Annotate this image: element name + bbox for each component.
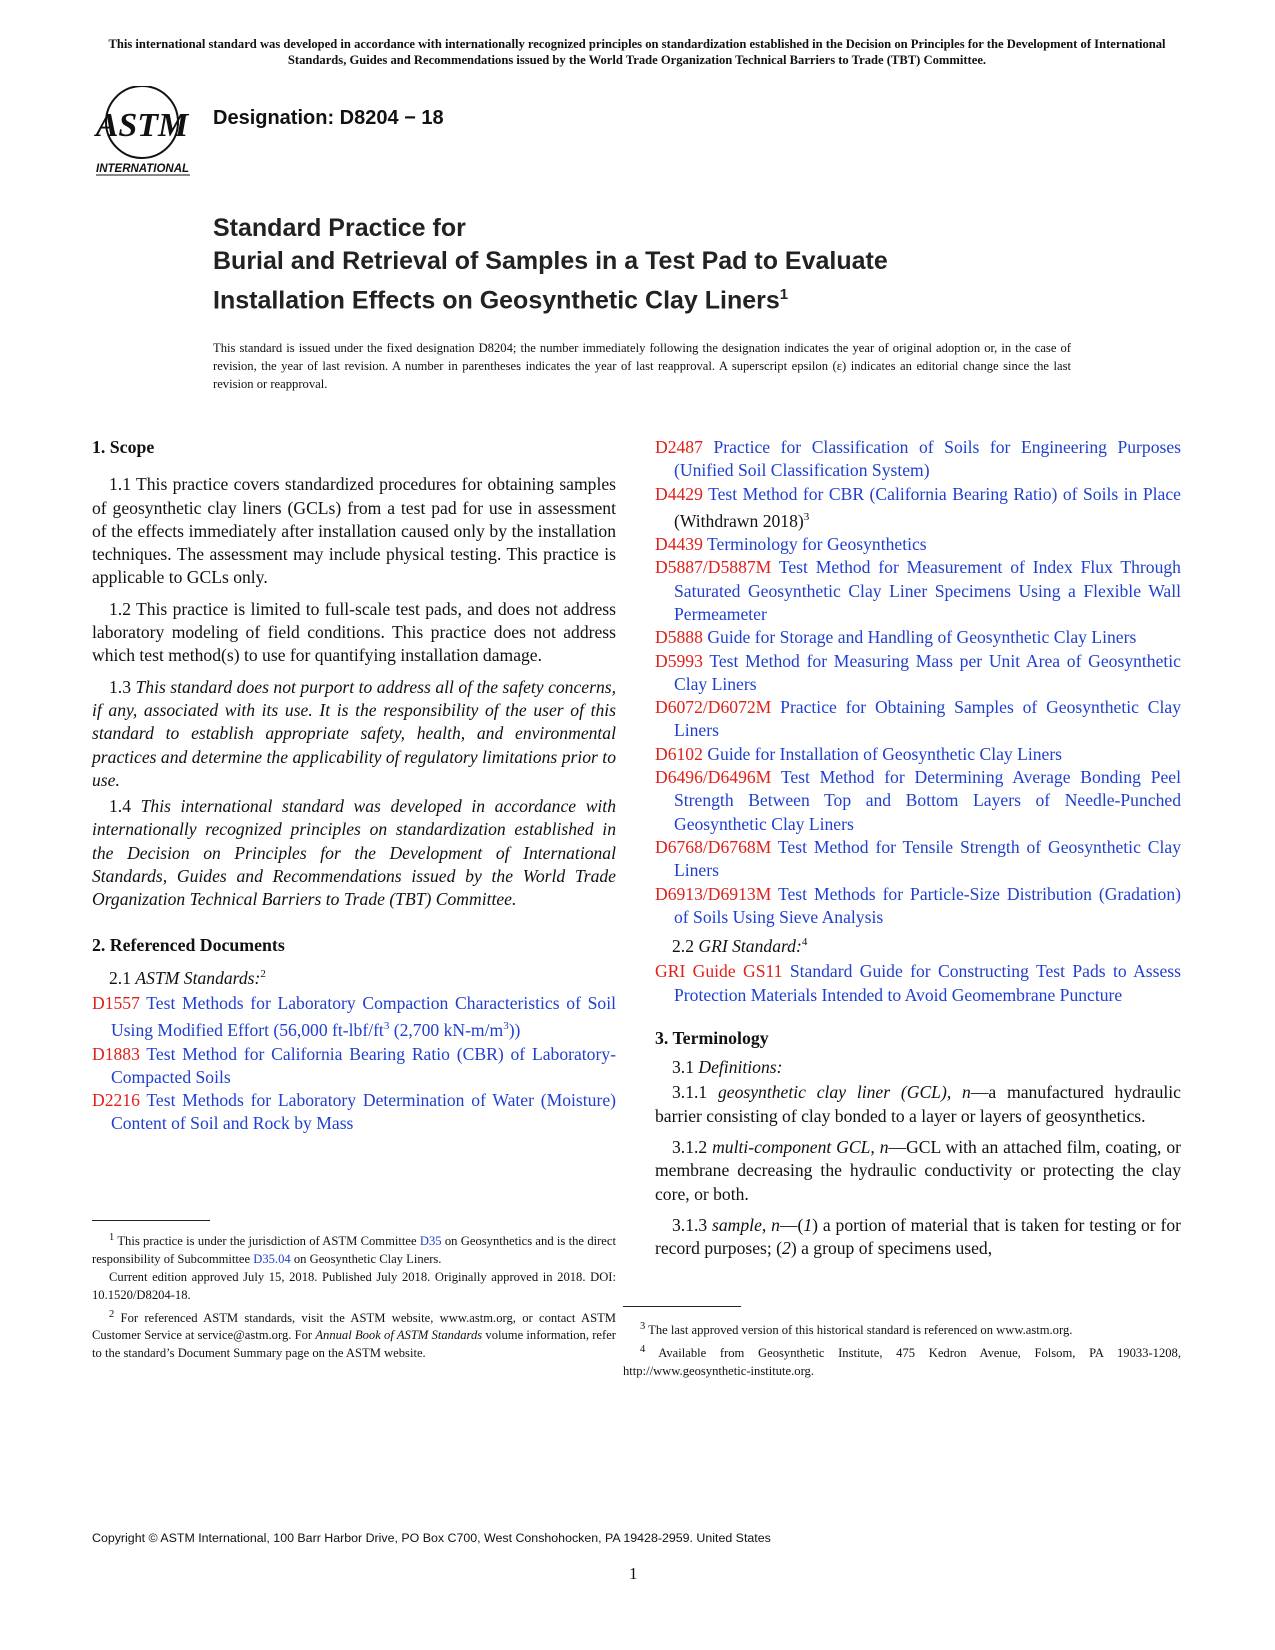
left-column [92, 436, 616, 1136]
designation: Designation: D8204 − 18 [213, 107, 444, 129]
logo-caption: INTERNATIONAL [96, 163, 190, 175]
issued-note: This standard is issued under the fixed designation D8204; the number immediately following the designation indicates the year of original adoption or, in the case of revision, the year of last revision. A number in parentheses indicates the year of last reapproval. A superscript epsilon (ε) indicates an editorial change since the last revision or reapproval. [213, 341, 1071, 391]
ref-d6496[interactable]: D6496/D6496M Test Method for Determining Average Bonding Peel Strength Between Top and Bottom Layers of Needle-Punched Geosynthetic Clay Liners [655, 767, 1181, 834]
title-line-2: Burial and Retrieval of Samples in a Test Pad to Evaluate [213, 247, 888, 275]
page-number: 1 [629, 1564, 638, 1583]
ref-d6102[interactable]: D6102 Guide for Installation of Geosynthetic Clay Liners [655, 743, 1063, 764]
title-line-1: Standard Practice for [213, 214, 466, 242]
section-heading-referenced-documents: 2. Referenced Documents [92, 934, 285, 955]
right-column [655, 436, 1181, 1269]
ref-d4439[interactable]: D4439 Terminology for Geosynthetics [655, 534, 927, 555]
title-line-3: Installation Effects on Geosynthetic Clay Liners$^1$ [213, 286, 789, 315]
document-title [213, 212, 888, 317]
refdocs-2-1: 2.1 ASTM Standards:$^2$ [109, 967, 266, 988]
link-d35-04[interactable]: D35.04 [253, 1251, 291, 1266]
footnotes-left [92, 1229, 616, 1364]
term-3-1-3: 3.1.3 sample, n—(1) a portion of material that is taken for testing or for record purposes; (2) a group of specimens used, [655, 1214, 1182, 1259]
ref-d6768[interactable]: D6768/D6768M Test Method for Tensile Strength of Geosynthetic Clay Liners [655, 836, 1181, 881]
ref-d5993[interactable]: D5993 Test Method for Measuring Mass per Unit Area of Geosynthetic Clay Liners [655, 650, 1181, 694]
ref-d5887[interactable]: D5887/D5887M Test Method for Measurement of Index Flux Through Saturated Geosynthetic Clay Liner Specimens Using a Flexible Wall Permeameter [655, 557, 1181, 624]
footnote-2: $^2$ For referenced ASTM standards, visit the ASTM website, www.astm.org, or contact ASTM Customer Service at service@astm.org. For Annual Book of ASTM Standards volume information, refer to the standard’s Document Summary page on the ASTM website. [92, 1308, 616, 1360]
ref-d2216[interactable]: D2216 Test Methods for Laboratory Determination of Water (Moisture) Content of Soil and Rock by Mass [92, 1090, 616, 1134]
section-heading-scope: 1. Scope [92, 437, 155, 457]
term-3-1: 3.1 Definitions: [672, 1057, 783, 1078]
term-3-1-2: 3.1.2 multi-component GCL, n—GCL with an attached film, coating, or membrane decreasing the hydraulic conductivity or protecting the clay core, or both. [655, 1137, 1181, 1204]
ref-gri-gs11[interactable]: GRI Guide GS11 Standard Guide for Constructing Test Pads to Assess Protection Materials Intended to Avoid Geomembrane Puncture [655, 961, 1181, 1005]
astm-logo [92, 86, 200, 178]
ref-d2487[interactable]: D2487 Practice for Classification of Soils for Engineering Purposes (Unified Soil Classification System) [655, 437, 1182, 481]
refdocs-2-2: 2.2 GRI Standard:$^4$ [672, 935, 808, 956]
scope-1-1: 1.1 This practice covers standardized procedures for obtaining samples of geosynthetic clay liners (GCLs) from a test pad for use in assessment of the effects immediately after installation caused only by the installation techniques. The assessment may include physical testing. This practice is applicable to GCLs only. [92, 474, 616, 588]
section-heading-terminology: 3. Terminology [655, 1027, 769, 1048]
footnote-1: $^1$ This practice is under the jurisdiction of ASTM Committee D35 on Geosynthetics and is the direct responsibility of Subcommittee D35.04 on Geosynthetic Clay Liners. [92, 1232, 616, 1266]
footnote-rule-right [623, 1306, 741, 1307]
astm-logo-icon [92, 86, 200, 178]
ref-d6913[interactable]: D6913/D6913M Test Methods for Particle-Size Distribution (Gradation) of Soils Using Sieve Analysis [655, 883, 1181, 927]
footnote-3: $^3$ The last approved version of this historical standard is referenced on www.astm.org. [640, 1321, 1073, 1338]
title-footnote-mark[interactable]: 1 [779, 286, 789, 303]
scope-1-2: 1.2 This practice is limited to full-scale test pads, and does not address laboratory modeling of field conditions. This practice does not address which test method(s) to use for quantifying installation damage. [92, 598, 616, 666]
ref-d6072[interactable]: D6072/D6072M Practice for Obtaining Samples of Geosynthetic Clay Liners [655, 697, 1181, 741]
ref-d1557[interactable]: D1557 Test Methods for Laboratory Compaction Characteristics of Soil Using Modified Effort (56,000 $ft-lbf/ft^3$ (2,700 $kN-m/m^3$)) [92, 993, 616, 1041]
footnotes-right [623, 1318, 1181, 1381]
scope-1-3: 1.3 This standard does not purport to address all of the safety concerns, if any, associated with its use. It is the responsibility of the user of this standard to establish appropriate safety, health, and environmental practices and determine the applicability of regulatory limitations prior to use. [92, 676, 616, 790]
scope-1-4: 1.4 This international standard was developed in accordance with internationally recognized principles on standardization established in the Decision on Principles for the Development of International Standards, Guides and Recommendations issued by the World Trade Organization Technical Barriers to Trade (TBT) Committee. [92, 796, 616, 910]
link-d35[interactable]: D35 [419, 1234, 442, 1249]
footnote-1-edition: Current edition approved July 15, 2018. Published July 2018. Originally approved in 2018. DOI: 10.1520/D8204-18. [92, 1270, 616, 1302]
copyright: Copyright © ASTM International, 100 Barr Harbor Drive, PO Box C700, West Conshohocken, PA 19428-2959. United States [92, 1531, 771, 1545]
footnote-rule-left [92, 1220, 210, 1221]
ref-d1883[interactable]: D1883 Test Method for California Bearing Ratio (CBR) of Laboratory-Compacted Soils [92, 1043, 616, 1087]
ref-d5888[interactable]: D5888 Guide for Storage and Handling of Geosynthetic Clay Liners [655, 627, 1137, 648]
wto-notice: This international standard was developed in accordance with internationally recognized principles on standardization established in the Decision on Principles for the Development of International Standards, Guides and Recommendations issued by the World Trade Organization Technical Barriers to Trade (TBT) Committee. [108, 37, 1166, 67]
ref-d4429[interactable]: D4429 Test Method for CBR (California Bearing Ratio) of Soils in Place (Withdrawn 2018)$^3$ [655, 483, 1181, 531]
term-3-1-1: 3.1.1 geosynthetic clay liner (GCL), n—a manufactured hydraulic barrier consisting of clay bonded to a layer or layers of geosynthetics. [655, 1082, 1181, 1126]
footnote-4: $^4$ Available from Geosynthetic Institute, 475 Kedron Avenue, Folsom, PA 19033-1208, http://www.geosynthetic-institute.org. [623, 1343, 1181, 1378]
logo-letters: ASTM [95, 107, 189, 144]
